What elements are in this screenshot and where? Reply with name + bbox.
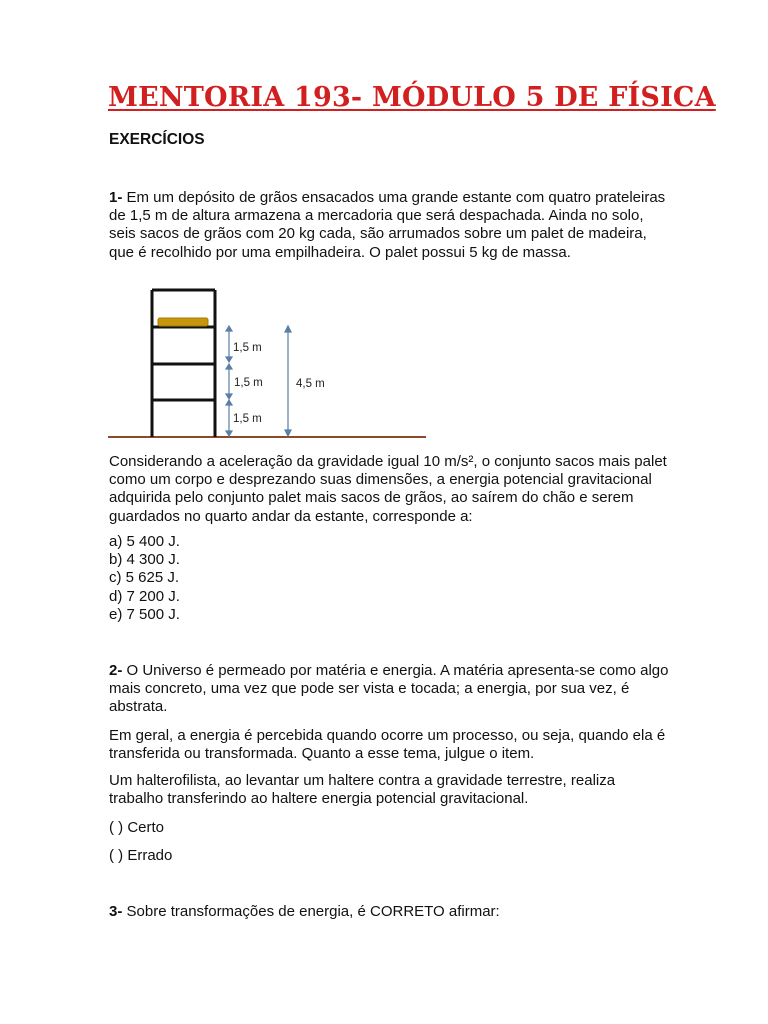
question-1-statement: Considerando a aceleração da gravidade igual 10 m/s², o conjunto sacos mais palet como um corpo e desprezando suas dimensões, a energia potencial gravitacional adquirida pelo conjunto palet mais sacos de grãos, ao saírem do chão e serem guardados no quarto andar da estante, corresponde a:: [109, 453, 667, 525]
label-total: 4,5 m: [296, 378, 325, 390]
label-level-1: 1,5 m: [233, 413, 262, 425]
pallet-with-bags: [158, 318, 208, 326]
option-b: b) 4 300 J.: [109, 551, 180, 569]
question-3-number: 3-: [109, 903, 123, 920]
question-1-options: [109, 533, 180, 624]
question-2-number: 2-: [109, 662, 123, 679]
option-c: c) 5 625 J.: [109, 569, 180, 587]
label-level-2: 1,5 m: [234, 377, 263, 389]
option-errado: ( ) Errado: [109, 847, 173, 864]
shelf-diagram: [108, 287, 430, 443]
question-2-paragraph-2: Em geral, a energia é percebida quando ocorre um processo, ou seja, quando ela é transferida ou transformada. Quanto a esse tema, julgue o item.: [109, 727, 666, 763]
question-1-body: Em um depósito de grãos ensacados uma grande estante com quatro prateleiras de 1,5 m de altura armazena a mercadoria que será despachada. Ainda no solo, seis sacos de grãos com 20 kg cada, são arrumados sobre um palet de madeira, que é recolhido por uma empilhadeira. O palet possui 5 kg de massa.: [109, 189, 666, 261]
section-heading: EXERCÍCIOS: [109, 131, 205, 148]
option-certo: ( ) Certo: [109, 819, 165, 836]
option-a: a) 5 400 J.: [109, 533, 180, 550]
question-2-text: [109, 662, 669, 717]
question-1-text: [109, 189, 669, 262]
question-3-text: [109, 903, 669, 921]
option-d: d) 7 200 J.: [109, 587, 180, 605]
question-3-body: Sobre transformações de energia, é CORRETO afirmar:: [126, 903, 500, 920]
question-2-body: O Universo é permeado por matéria e energia. A matéria apresenta-se como algo mais concreto, uma vez que pode ser vista e tocada; a energia, por sua vez, é abstrata.: [109, 662, 669, 716]
option-e: e) 7 500 J.: [109, 605, 180, 623]
label-level-3: 1,5 m: [233, 342, 262, 354]
question-1-number: 1-: [109, 189, 123, 206]
page-title: MENTORIA 193- MÓDULO 5 DE FÍSICA: [108, 82, 716, 113]
question-2-paragraph-3: Um halterofilista, ao levantar um haltere contra a gravidade terrestre, realiza trabalho transferindo ao haltere energia potencial gravitacional.: [109, 772, 616, 808]
